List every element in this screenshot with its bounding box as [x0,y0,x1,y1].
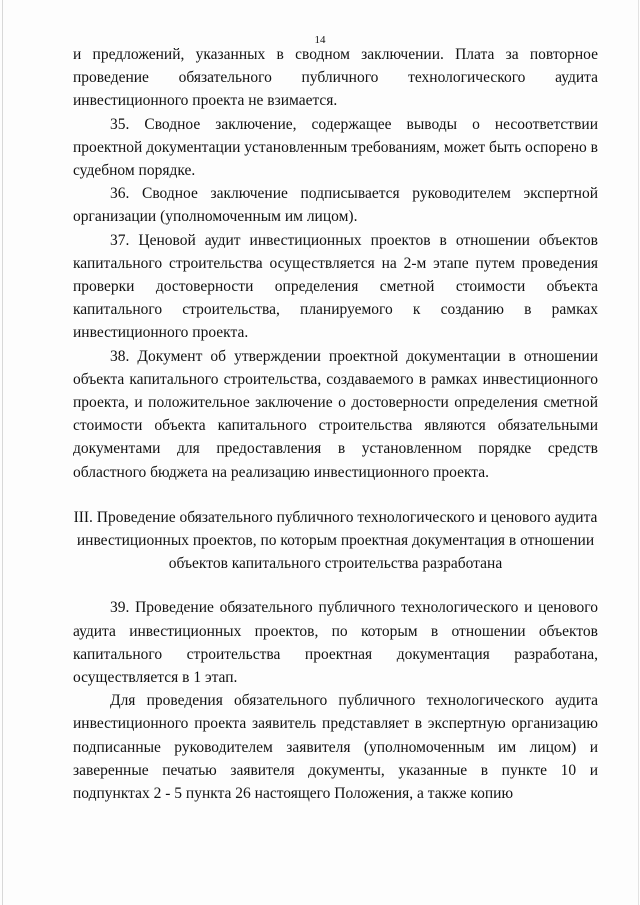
paragraph-36: 36. Сводное заключение подписывается руководителем экспертной организации (уполномоченным им лицом). [73,185,598,226]
paragraph-35: 35. Сводное заключение, содержащее выводы о несоответствии проектной документации установленным требованиям, может быть оспорено в судебном порядке. [73,115,598,180]
scan-edge-left [2,0,3,905]
paragraph-38: 38. Документ об утверждении проектной документации в отношении объекта капитального строительства, создаваемого в рамках инвестиционного проекта, и положительное заключение о достоверности определения сметной стоимости объекта капитального строительства являются обязательными документами для предоставления в установленном порядке средств областного бюджета на реализацию инвестиционного проекта. [73,347,598,481]
paragraph-39: 39. Проведение обязательного публичного технологического и ценового аудита инвестиционных проектов, по которым в отношении объектов капитального строительства проектная документация разработана, осуществляется в 1 этап. [73,599,598,687]
scan-edge-right [638,0,639,905]
page-number: 14 [314,34,326,46]
paragraph-continuation: и предложений, указанных в сводном заключении. Плата за повторное проведение обязательного публичного технологического аудита инвестиционного проекта не взимается. [73,46,598,110]
document-body [73,43,598,805]
paragraph-37: 37. Ценовой аудит инвестиционных проектов в отношении объектов капитального строительства осуществляется на 2-м этапе путем проведения проверки достоверности определения сметной стоимости объекта капитального строительства, планируемого к созданию в рамках инвестиционного проекта. [73,231,598,342]
paragraph-39-continued: Для проведения обязательного публичного технологического аудита инвестиционного проекта заявитель представляет в экспертную организацию подписанные руководителем заявителя (уполномоченным им лицом) и заверенные печатью заявителя документы, указанные в пункте 10 и подпунктах 2 - 5 пункта 26 настоящего Положения, а также копию [73,692,598,803]
section-heading: III. Проведение обязательного публичного технологического и ценового аудита инвестиционных проектов, по которым проектная документация в отношении объектов капитального строительства разработана [73,508,598,573]
